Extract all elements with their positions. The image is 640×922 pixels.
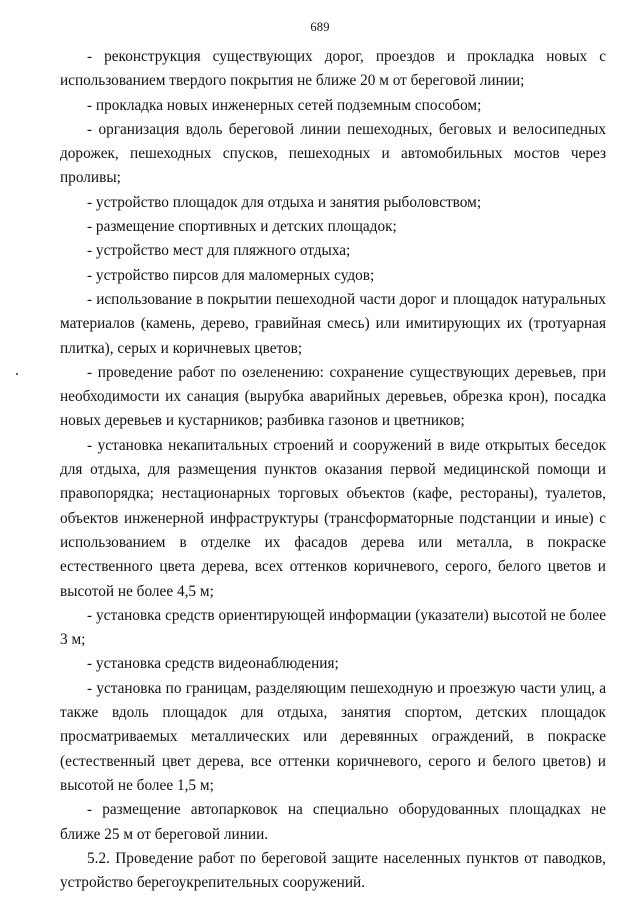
page-number: 689 xyxy=(310,20,330,34)
paragraph-video-surveillance: - установка средств видеонаблюдения; xyxy=(87,655,339,673)
paragraph-beach-areas: - устройство мест для пляжного отдыха; xyxy=(87,242,351,260)
paragraph-parking: - размещение автопарковок на специально оборудованных площадках не ближе 25 м от береговой линии. xyxy=(60,801,606,843)
scan-artifact xyxy=(16,373,18,375)
paragraph-natural-materials: - использование в покрытии пешеходной части дорог и площадок натуральных материалов (камень, дерево, гравийная смесь) или имитирующих их (тротуарная плитка), серых и коричневых цветов; xyxy=(60,290,606,357)
paragraph-landscaping: - проведение работ по озеленению: сохранение существующих деревьев, при необходимости их санация (вырубка аварийных деревьев, обрезка крон), посадка новых деревьев и кустарников; разбивка газонов и цветников; xyxy=(60,363,606,430)
paragraph-fencing: - установка по границам, разделяющим пешеходную и проезжую части улиц, а также вдоль площадок для отдыха, занятия спортом, детских площадок просматриваемых металлических или деревянных ограждений, в покраске (естественный цвет дерева, все оттенки коричневого, серого и белого цветов) и высотой не более 1,5 м; xyxy=(60,679,606,794)
paragraph-road-reconstruction: - реконструкция существующих дорог, проездов и прокладка новых с использованием твердого покрытия не ближе 20 м от береговой линии; xyxy=(60,48,606,90)
paragraph-sports-playgrounds: - размещение спортивных и детских площадок; xyxy=(87,218,397,236)
paragraph-piers: - устройство пирсов для маломерных судов; xyxy=(87,266,375,284)
paragraph-signage: - установка средств ориентирующей информации (указатели) высотой не более 3 м; xyxy=(60,606,606,649)
document-body xyxy=(60,45,606,895)
paragraph-underground-networks: - прокладка новых инженерных сетей подземным способом; xyxy=(87,96,482,114)
paragraph-non-capital-structures: - установка некапитальных строений и сооружений в виде открытых беседок для отдыха, для размещения пунктов оказания первой медицинской помощи и правопорядка; нестационарных торговых объектов (кафе, рестораны), туалетов, объектов инженерной инфраструктуры (трансформаторные подстанции и иные) с использованием в отделке их фасадов дерева или металла, в покраске естественного цвета дерева, всех оттенков коричневого, серого, белого цветов и высотой не более 4,5 м; xyxy=(60,436,606,600)
paragraph-recreation-fishing-areas: - устройство площадок для отдыха и занятия рыболовством; xyxy=(87,193,482,211)
paragraph-paths-and-bridges: - организация вдоль береговой линии пешеходных, беговых и велосипедных дорожек, пешеходных спусков, пешеходных и автомобильных мостов через проливы; xyxy=(60,120,606,187)
paragraph-section-5-2: 5.2. Проведение работ по береговой защите населенных пунктов от паводков, устройство берегоукрепительных сооружений. xyxy=(60,849,606,892)
